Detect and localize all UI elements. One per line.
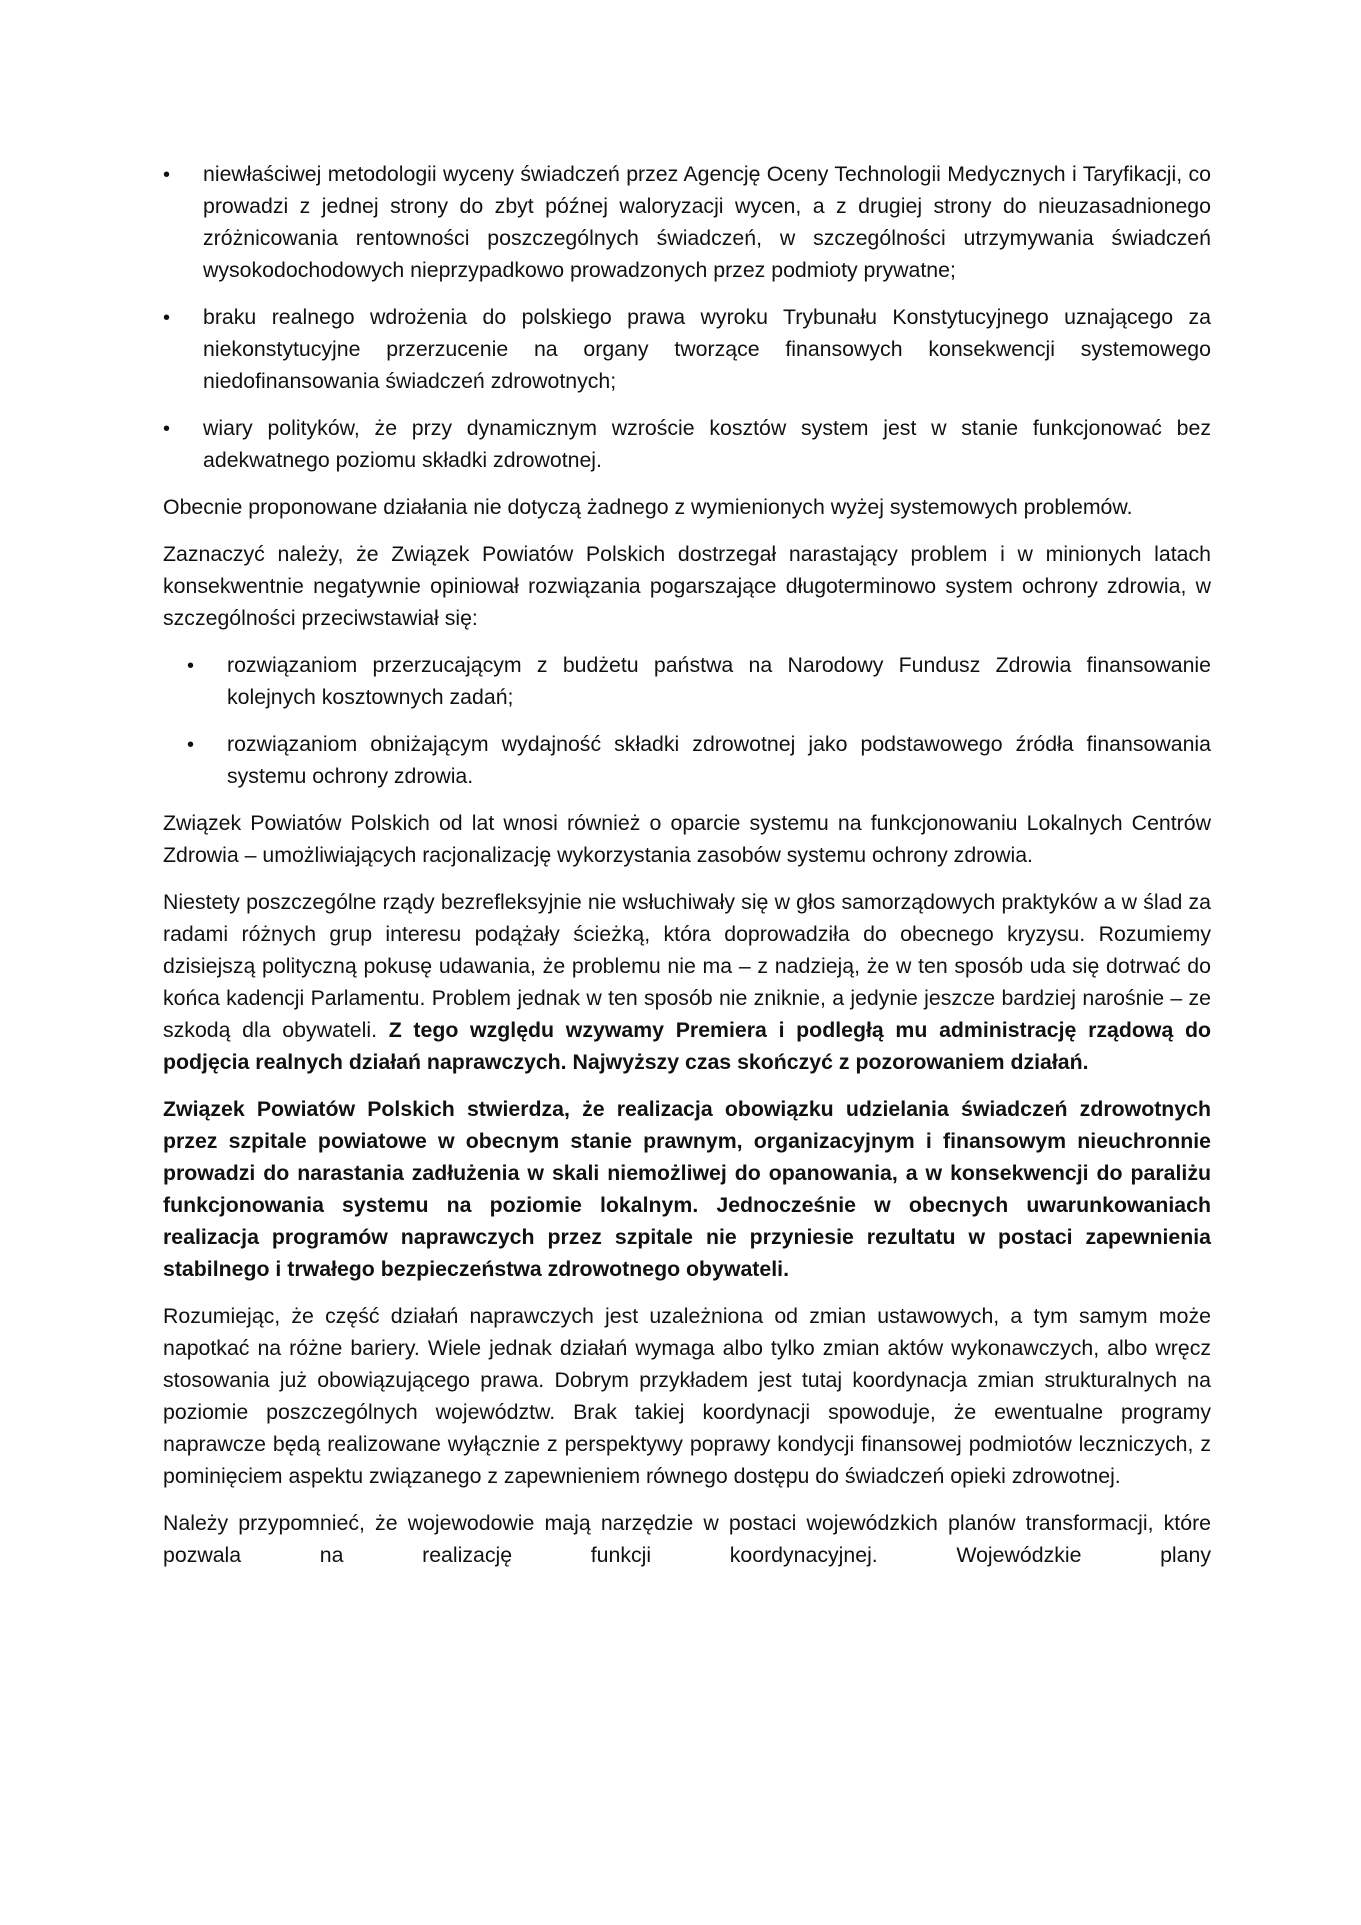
list-item-text: rozwiązaniom obniżającym wydajność składki zdrowotnej jako podstawowego źródła finansowania systemu ochrony zdrowia.	[227, 732, 1211, 788]
problems-list	[163, 158, 1211, 476]
list-item	[163, 301, 1211, 397]
list-item	[163, 412, 1211, 476]
appeal-text: Z tego względu wzywamy Premiera i podległą mu administrację rządową do podjęcia realnych działań naprawczych. Najwyższy czas skończyć z pozorowaniem działań.	[163, 1018, 1211, 1074]
list-item	[163, 158, 1211, 286]
list-item-text: wiary polityków, że przy dynamicznym wzroście kosztów system jest w stanie funkcjonować bez adekwatnego poziomu składki zdrowotnej.	[203, 416, 1211, 472]
statement-paragraph: Związek Powiatów Polskich stwierdza, że realizacja obowiązku udzielania świadczeń zdrowotnych przez szpitale powiatowe w obecnym stanie prawnym, organizacyjnym i finansowym nieuchronnie prowadzi do narastania zadłużenia w skali niemożliwej do opanowania, a w konsekwencji do paraliżu funkcjonowania systemu na poziomie lokalnym. Jednocześnie w obecnych uwarunkowaniach realizacja programów naprawczych przez szpitale nie przyniesie rezultatu w postaci zapewnienia stabilnego i trwałego bezpieczeństwa zdrowotnego obywateli.	[163, 1097, 1211, 1281]
paragraph: Rozumiejąc, że część działań naprawczych jest uzależniona od zmian ustawowych, a tym samym może napotkać na różne bariery. Wiele jednak działań wymaga albo tylko zmian aktów wykonawczych, albo wręcz stosowania już obowiązującego prawa. Dobrym przykładem jest tutaj koordynacja zmian strukturalnych na poziomie poszczególnych województw. Brak takiej koordynacji spowoduje, że ewentualne programy naprawcze będą realizowane wyłącznie z perspektywy poprawy kondycji finansowej podmiotów leczniczych, z pominięciem aspektu związanego z zapewnieniem równego dostępu do świadczeń opieki zdrowotnej.	[163, 1304, 1211, 1488]
paragraph: Związek Powiatów Polskich od lat wnosi również o oparcie systemu na funkcjonowaniu Lokalnych Centrów Zdrowia – umożliwiających racjonalizację wykorzystania zasobów systemu ochrony zdrowia.	[163, 811, 1211, 867]
bullet-icon	[187, 728, 207, 761]
paragraph: Należy przypomnieć, że wojewodowie mają narzędzie w postaci wojewódzkich planów transformacji, które pozwala na realizację funkcji koordynacyjnej. Wojewódzkie plany	[163, 1511, 1211, 1567]
list-item	[163, 728, 1211, 792]
paragraph	[163, 886, 1211, 1078]
list-item-text: niewłaściwej metodologii wyceny świadczeń przez Agencję Oceny Technologii Medycznych i Taryfikacji, co prowadzi z jednej strony do zbyt późnej waloryzacji wycen, a z drugiej strony do nieuzasadnionego zróżnicowania rentowności poszczególnych świadczeń, w szczególności utrzymywania świadczeń wysokodochodowych nieprzypadkowo prowadzonych przez podmioty prywatne;	[203, 162, 1211, 282]
list-item-text: rozwiązaniom przerzucającym z budżetu państwa na Narodowy Fundusz Zdrowia finansowanie kolejnych kosztownych zadań;	[227, 653, 1211, 709]
bullet-icon	[163, 412, 183, 445]
list-item-text: braku realnego wdrożenia do polskiego prawa wyroku Trybunału Konstytucyjnego uznającego za niekonstytucyjne przerzucenie na organy tworzące finansowych konsekwencji systemowego niedofinansowania świadczeń zdrowotnych;	[203, 305, 1211, 393]
opposed-solutions-list	[163, 649, 1211, 792]
list-item	[163, 649, 1211, 713]
bullet-icon	[163, 301, 183, 334]
paragraph-text: Niestety poszczególne rządy bezrefleksyjnie nie wsłuchiwały się w głos samorządowych praktyków a w ślad za radami różnych grup interesu podążały ścieżką, która doprowadziła do obecnego kryzysu. Rozumiemy dzisiejszą polityczną pokusę udawania, że problemu nie ma – z nadzieją, że w ten sposób uda się dotrwać do końca kadencji Parlamentu. Problem jednak w ten sposób nie zniknie, a jedynie jeszcze bardziej narośnie – ze szkodą dla obywateli.	[163, 890, 1211, 1042]
bullet-icon	[187, 649, 207, 682]
paragraph: Obecnie proponowane działania nie dotyczą żadnego z wymienionych wyżej systemowych problemów.	[163, 495, 1133, 519]
bullet-icon	[163, 158, 183, 191]
paragraph: Zaznaczyć należy, że Związek Powiatów Polskich dostrzegał narastający problem i w minionych latach konsekwentnie negatywnie opiniował rozwiązania pogarszające długoterminowo system ochrony zdrowia, w szczególności przeciwstawiał się:	[163, 542, 1211, 630]
document-page	[163, 158, 1211, 1586]
